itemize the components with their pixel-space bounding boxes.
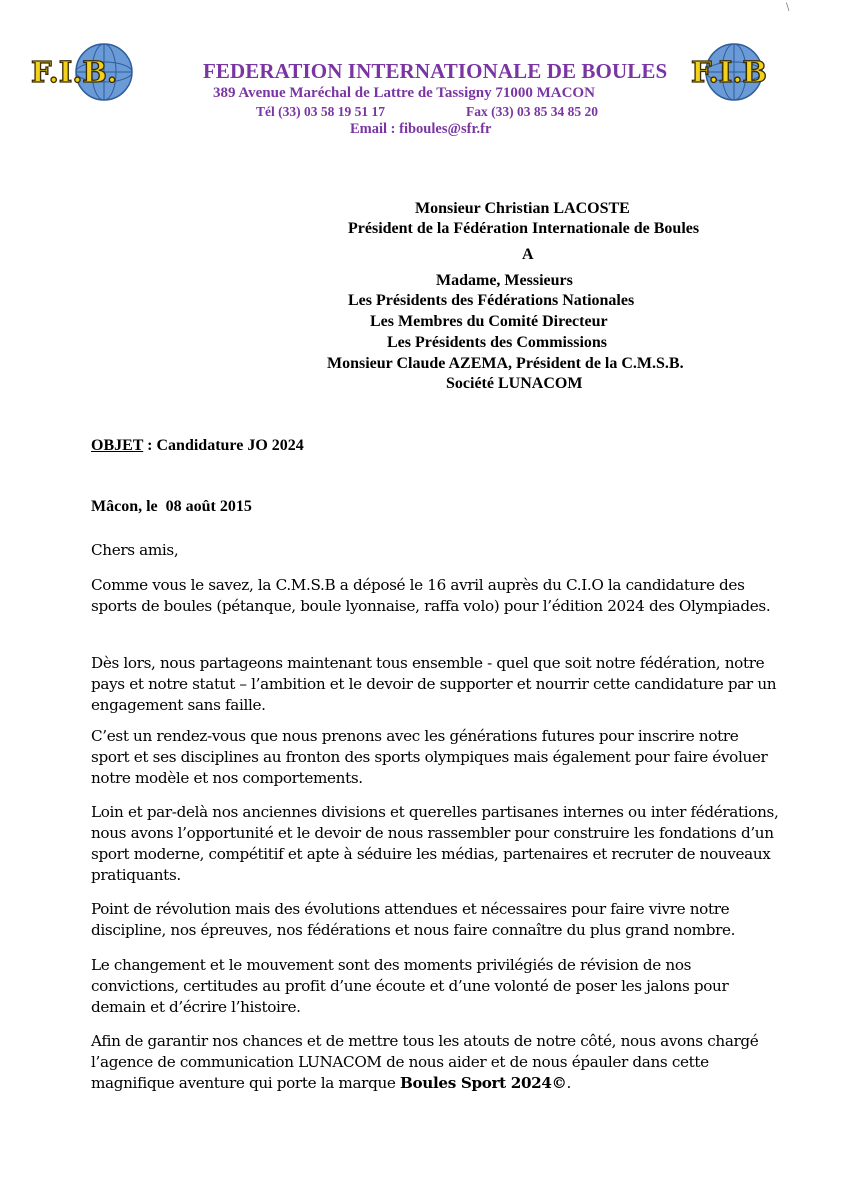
- subject-line: [91, 437, 304, 455]
- org-name: FEDERATION INTERNATIONALE DE BOULES: [203, 59, 668, 83]
- body-paragraph: Le changement et le mouvement sont des moments privilégiés de révision de nos convictions, certitudes au profit d’une écoute et d’une volonté de poser les jalons pour demain et d’écrire l’histoire.: [91, 956, 729, 1016]
- corner-mark: \: [786, 2, 790, 13]
- subject-label: OBJET: [91, 437, 144, 454]
- body-paragraph: Dès lors, nous partageons maintenant tous ensemble - quel que soit notre fédération, notre pays et notre statut – l’ambition et le devoir de supporter et nourrir cette candidature par un engagement sans faille.: [91, 654, 777, 714]
- recipient-a: A: [522, 246, 534, 263]
- fib-logo-right: [690, 42, 790, 102]
- greeting: Chers amis,: [91, 541, 179, 559]
- brand-name: Boules Sport 2024©: [400, 1074, 567, 1092]
- body-paragraph: Loin et par-delà nos anciennes divisions et querelles partisanes internes ou inter fédérations, nous avons l’opportunité et le devoir de nous rassembler pour construire les fondations d’un sport moderne, compétitif et apte à séduire les médias, partenaires et recruter de nouveaux pratiquants.: [91, 803, 779, 884]
- recipient-line: Les Présidents des Commissions: [387, 334, 608, 351]
- subject-text: : Candidature JO 2024: [143, 437, 304, 454]
- recipient-line: Les Présidents des Fédérations Nationales: [348, 292, 635, 309]
- body-paragraph: Point de révolution mais des évolutions attendues et nécessaires pour faire vivre notre discipline, nos épreuves, nos fédérations et nous faire connaître du plus grand nombre.: [91, 900, 736, 939]
- svg-text:F.I.B: F.I.B: [691, 55, 767, 89]
- recipient-line: Monsieur Claude AZEMA, Président de la C.M.S.B.: [327, 355, 684, 372]
- org-tel: Tél (33) 03 58 19 51 17: [256, 104, 385, 119]
- sender-title: Président de la Fédération Internationale de Boules: [348, 220, 700, 237]
- sender-name: Monsieur Christian LACOSTE: [415, 200, 630, 217]
- body-paragraph-last: [91, 1031, 781, 1094]
- body-paragraph: Comme vous le savez, la C.M.S.B a déposé le 16 avril auprès du C.I.O la candidature des sports de boules (pétanque, boule lyonnaise, raffa volo) pour l’édition 2024 des Olympiades.: [91, 576, 771, 615]
- recipient-line: Société LUNACOM: [446, 375, 583, 392]
- last-paragraph-text: Afin de garantir nos chances et de mettre tous les atouts de notre côté, nous avons chargé l’agence de communication LUNACOM de nous aider et de nous épauler dans cette magnifique aventure qui porte la marque: [91, 1032, 759, 1092]
- last-paragraph-end: .: [566, 1074, 571, 1092]
- org-email: Email : fiboules@sfr.fr: [350, 121, 492, 137]
- recipient-line: Les Membres du Comité Directeur: [370, 313, 608, 330]
- fib-logo-left: [30, 42, 148, 102]
- letter-date: Mâcon, le 08 août 2015: [91, 498, 252, 515]
- logo-text: F.I.B.: [31, 55, 118, 89]
- body-paragraph: C’est un rendez-vous que nous prenons avec les générations futures pour inscrire notre sport et ses disciplines au fronton des sports olympiques mais également pour faire évoluer notre modèle et nos comportements.: [91, 727, 768, 787]
- org-fax: Fax (33) 03 85 34 85 20: [466, 104, 598, 119]
- org-address: 389 Avenue Maréchal de Lattre de Tassigny 71000 MACON: [213, 85, 595, 101]
- recipient-line: Madame, Messieurs: [436, 272, 573, 289]
